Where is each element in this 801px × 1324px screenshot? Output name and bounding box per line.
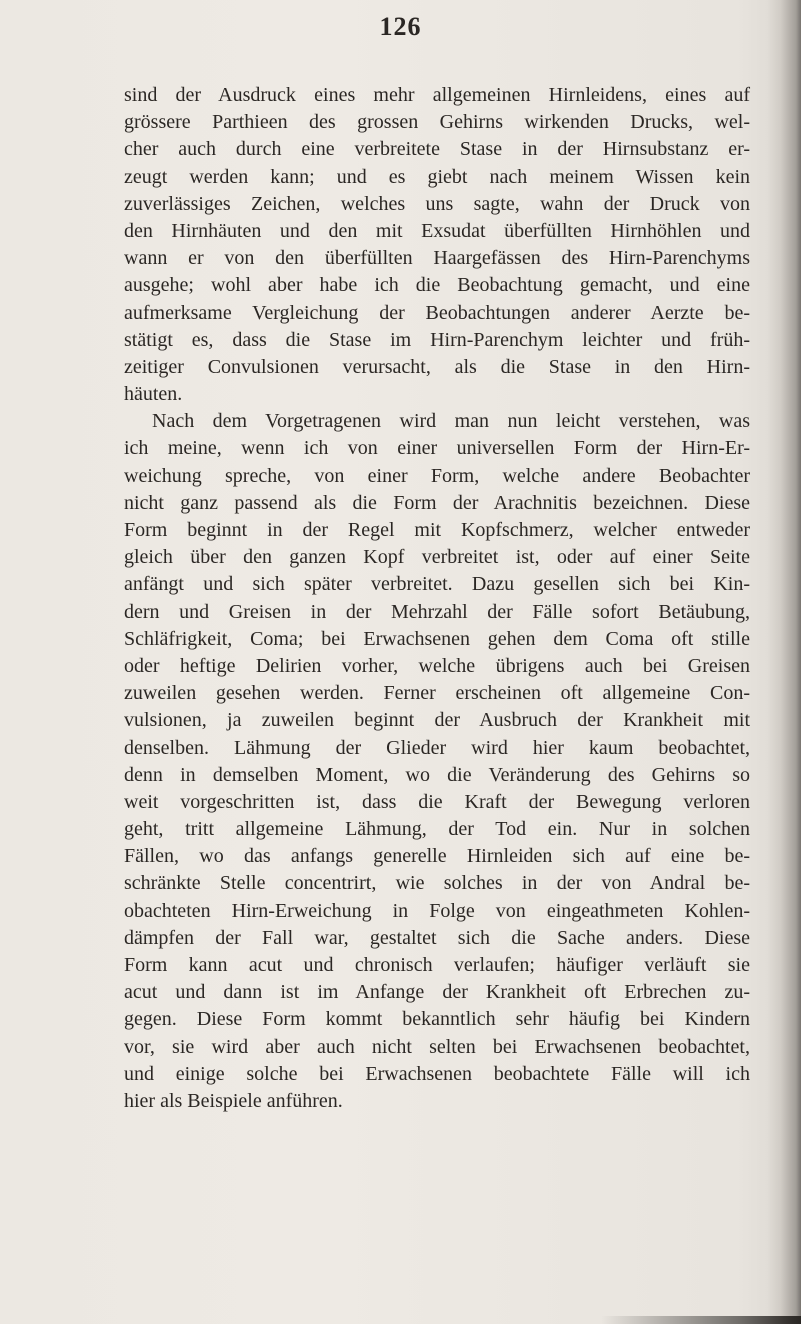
text-line: Nach dem Vorgetragenen wird man nun leicht verstehen, was <box>152 410 750 433</box>
page-number: 126 <box>379 12 422 41</box>
text-line: schränkte Stelle concentrirt, wie solches in der von Andral be- <box>124 872 750 895</box>
text-line: geht, tritt allgemeine Lähmung, der Tod ein. Nur in solchen <box>124 818 750 841</box>
text-line: Schläfrigkeit, Coma; bei Erwachsenen gehen dem Coma oft stille <box>124 627 750 650</box>
paragraph-2 <box>124 408 750 1115</box>
text-line: den Hirnhäuten und den mit Exsudat überfüllten Hirnhöhlen und <box>124 219 750 242</box>
page-bottom-edge <box>601 1316 801 1324</box>
text-line: denselben. Lähmung der Glieder wird hier kaum beobachtet, <box>124 736 750 759</box>
text-line: cher auch durch eine verbreitete Stase in der Hirnsubstanz er- <box>124 138 750 161</box>
text-line: Fällen, wo das anfangs generelle Hirnleiden sich auf eine be- <box>124 845 750 868</box>
text-line: acut und dann ist im Anfange der Krankheit oft Erbrechen zu- <box>124 981 750 1004</box>
page-gutter-shadow <box>767 0 801 1324</box>
text-line: aufmerksame Vergleichung der Beobachtungen anderer Aerzte be- <box>124 301 750 324</box>
text-line: vulsionen, ja zuweilen beginnt der Ausbruch der Krankheit mit <box>124 709 750 732</box>
text-line: ausgehe; wohl aber habe ich die Beobachtung gemacht, und eine <box>124 274 750 297</box>
text-line: dämpfen der Fall war, gestaltet sich die Sache anders. Diese <box>124 926 750 949</box>
text-line: und einige solche bei Erwachsenen beobachtete Fälle will ich <box>124 1062 750 1085</box>
text-line: hier als Beispiele anführen. <box>124 1089 343 1112</box>
text-line: oder heftige Delirien vorher, welche übrigens auch bei Greisen <box>124 654 750 677</box>
text-line: Form beginnt in der Regel mit Kopfschmerz, welcher entweder <box>124 519 750 541</box>
text-line: weit vorgeschritten ist, dass die Kraft der Bewegung verloren <box>124 790 750 813</box>
text-line: gleich über den ganzen Kopf verbreitet ist, oder auf einer Seite <box>124 546 750 569</box>
text-line: zuverlässiges Zeichen, welches uns sagte, wahn der Druck von <box>124 192 750 215</box>
text-line: denn in demselben Moment, wo die Veränderung des Gehirns so <box>124 763 750 786</box>
paragraph-1 <box>124 82 750 408</box>
text-line: dern und Greisen in der Mehrzahl der Fälle sofort Betäubung, <box>124 600 750 623</box>
text-line: stätigt es, dass die Stase im Hirn-Parenchym leichter und früh- <box>124 328 750 351</box>
body-text <box>124 82 750 1115</box>
text-line: obachteten Hirn-Erweichung in Folge von eingeathmeten Kohlen- <box>124 899 750 922</box>
text-line: zeugt werden kann; und es giebt nach meinem Wissen kein <box>124 165 750 188</box>
text-line: anfängt und sich später verbreitet. Dazu gesellen sich bei Kin- <box>124 573 750 596</box>
text-line: zeitiger Convulsionen verursacht, als die Stase in den Hirn- <box>124 355 750 378</box>
text-line: wann er von den überfüllten Haargefässen des Hirn-Parenchyms <box>124 247 750 270</box>
text-line: Form kann acut und chronisch verlaufen; häufiger verläuft sie <box>124 954 750 976</box>
text-line: gegen. Diese Form kommt bekanntlich sehr häufig bei Kindern <box>124 1008 750 1031</box>
text-line: zuweilen gesehen werden. Ferner erscheinen oft allgemeine Con- <box>124 682 750 705</box>
text-line: ich meine, wenn ich von einer universellen Form der Hirn-Er- <box>124 437 750 460</box>
text-line: weichung spreche, von einer Form, welche andere Beobachter <box>124 464 750 487</box>
text-line: nicht ganz passend als die Form der Arachnitis bezeichnen. Diese <box>124 491 750 514</box>
text-line: vor, sie wird aber auch nicht selten bei Erwachsenen beobachtet, <box>124 1035 750 1058</box>
text-line: grössere Parthieen des grossen Gehirns wirkenden Drucks, wel- <box>124 111 750 134</box>
text-line: sind der Ausdruck eines mehr allgemeinen Hirnleidens, eines auf <box>124 84 750 106</box>
text-line: häuten. <box>124 383 183 406</box>
